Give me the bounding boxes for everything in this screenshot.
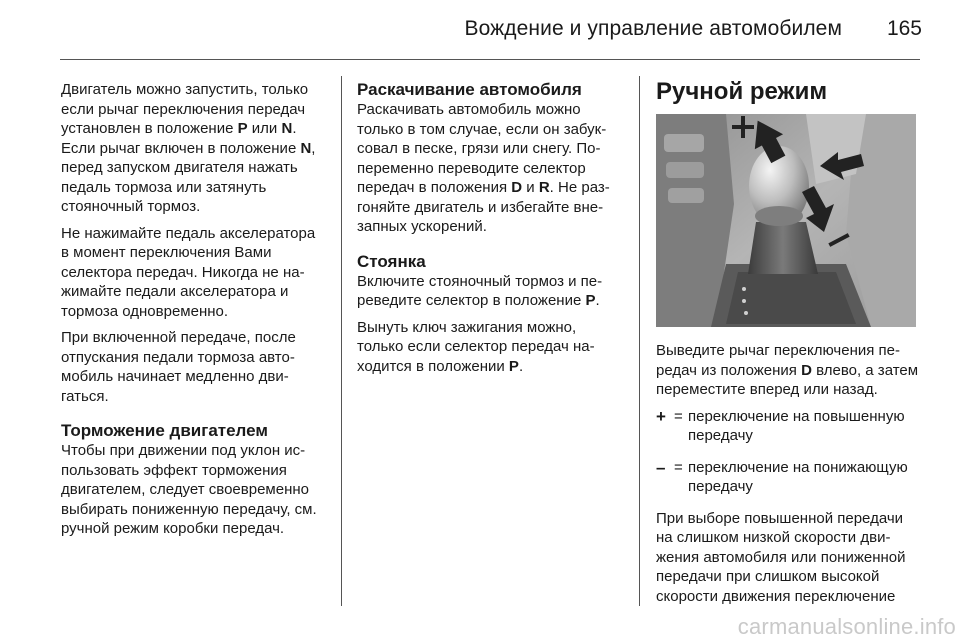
column-divider-1 (341, 76, 342, 606)
downshift-text: переключение на понижающую передачу (688, 458, 908, 495)
gear-lever-photo (656, 114, 916, 327)
header-rule (60, 59, 920, 60)
minus-icon: – (656, 457, 666, 477)
column-2 (357, 80, 625, 383)
column-1 (61, 80, 327, 546)
paragraph-rocking: Раскачивать автомобиль можно только в том случае, если он забуксовал в песке, грязи или снегу. Попеременно переводите селектор передач в положения D и R. Не разгоняйте двигатель и избегайте внезапных ускорений. (357, 101, 610, 235)
equals-sign: = (674, 407, 683, 425)
paragraph-manual-intro: Выведите рычаг переключения передач из положения D влево, а затем переместите вперед или назад. (656, 342, 919, 398)
heading-manual-mode: Ручной режим (656, 78, 828, 105)
column-divider-2 (639, 76, 640, 606)
header-title: Вождение и управление автомобилем (464, 17, 842, 40)
watermark: carmanualsonline.info (737, 614, 956, 639)
upshift-text: переключение на повышенную передачу (688, 407, 905, 444)
heading-parking: Стоянка (357, 251, 426, 271)
paragraph-engine-braking: Чтобы при движении под уклон использовать эффект торможения двигателем, следует своевременно выбирать пониженную передачу, см. ручной режим коробки передач. (61, 442, 317, 537)
page-number: 165 (886, 17, 922, 40)
equals-sign: = (674, 458, 683, 476)
column-3 (656, 80, 922, 613)
upshift-legend (656, 407, 922, 446)
paragraph-ignition-key: Вынуть ключ зажигания можно, только если селектор передач находится в положении P. (357, 318, 595, 375)
paragraph-creep: При включенной передаче, после отпускания педали тормоза автомобиль начинает медленно двигаться. (61, 329, 296, 405)
plus-icon: + (656, 406, 666, 426)
heading-engine-braking: Торможение двигателем (61, 421, 268, 440)
paragraph-parking: Включите стояночный тормоз и переведите селектор в положение P. (357, 272, 603, 309)
paragraph-accelerator: Не нажимайте педаль акселератора в момент переключения Вами селектора передач. Никогда не нажимайте педали акселератора и тормоза одновременно. (61, 224, 316, 320)
heading-rocking: Раскачивание автомобиля (357, 80, 582, 99)
page-header (0, 0, 960, 60)
downshift-legend (656, 458, 922, 497)
paragraph-engine-start: Двигатель можно запустить, только если рычаг переключения передач установлен в положение P или N. Если рычаг включен в положение N, перед запуском двигателя нажать педаль тормоза или затянуть стояночный тормоз. (61, 81, 316, 215)
paragraph-shift-warning: При выборе повышенной передачи на слишком низкой скорости движения автомобиля или пониженной передачи при слишком высокой скорости движения переключение (656, 509, 906, 605)
